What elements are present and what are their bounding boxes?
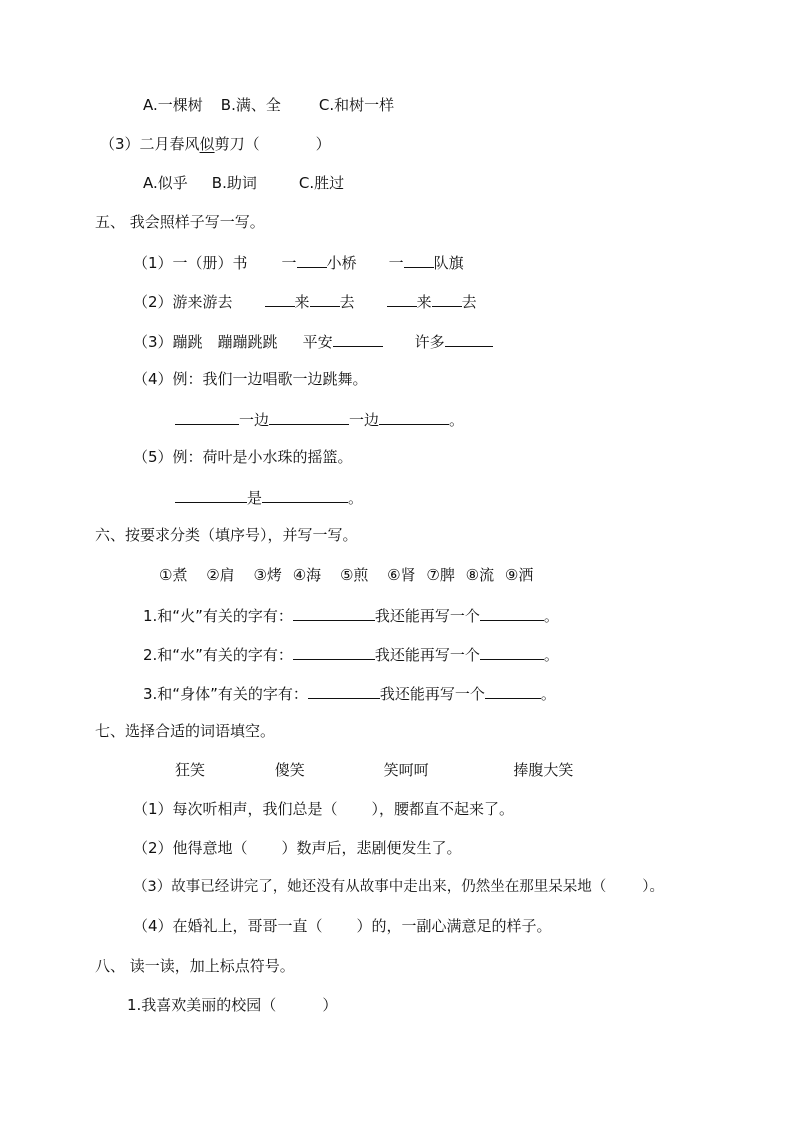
char-item: ①煮 (159, 566, 188, 584)
s8-q1: 1.我喜欢美丽的校园（ ） (127, 996, 338, 1014)
q4-choices-line2 (143, 94, 394, 116)
blank[interactable] (265, 289, 295, 307)
s5-item4: （4）例：我们一边唱歌一边跳舞。 (133, 370, 368, 388)
char-item: ⑧流 (465, 566, 495, 584)
blank[interactable] (480, 642, 544, 660)
choice-c: C.和树一样 (318, 96, 395, 114)
s7-q1: （1）每次听相声，我们总是（ ），腰都直不起来了。 (133, 800, 515, 818)
char-item: ⑦脾 (426, 566, 455, 584)
choice-a: A.似乎 (143, 174, 188, 192)
char-item: ⑤煎 (339, 566, 369, 584)
s6-q3: 3.和“身体”有关的字有： 我还能再写一个 。 (143, 681, 556, 703)
blank[interactable] (387, 289, 417, 307)
s5-item5-answer: 是 。 (175, 485, 363, 507)
word-item: 傻笑 (274, 761, 305, 779)
word-item: 狂笑 (175, 761, 206, 779)
blank[interactable] (293, 642, 375, 660)
s5-item3: （3）蹦跳 蹦蹦跳跳 平安 许多 (133, 329, 493, 351)
char-item: ⑨洒 (504, 566, 534, 584)
blank[interactable] (404, 250, 434, 268)
s6-char-list (159, 564, 533, 586)
blank[interactable] (269, 407, 349, 425)
blank[interactable] (485, 681, 541, 699)
blank[interactable] (445, 329, 493, 347)
blank[interactable] (175, 407, 239, 425)
section7-title: 七、选择合适的词语填空。 (95, 722, 276, 740)
choice-b: B.助词 (211, 174, 257, 192)
blank[interactable] (293, 603, 375, 621)
s5-item4-answer: 一边 一边 。 (175, 407, 464, 429)
section5-title: 五、 我会照样子写一写。 (95, 213, 265, 231)
char-item: ④海 (292, 566, 322, 584)
s7-q2: （2）他得意地（ ）数声后，悲剧便发生了。 (133, 839, 462, 857)
blank[interactable] (262, 485, 348, 503)
blank[interactable] (333, 329, 383, 347)
underlined-char: 似 (199, 135, 215, 153)
word-item: 笑呵呵 (383, 761, 429, 779)
s6-q1: 1.和“火”有关的字有： 我还能再写一个 。 (143, 603, 559, 625)
q4-choices-line3 (143, 172, 344, 194)
s5-item1: （1）一（册）书 一 小桥 一 队旗 (133, 250, 464, 272)
blank[interactable] (310, 289, 340, 307)
blank[interactable] (432, 289, 462, 307)
blank[interactable] (379, 407, 449, 425)
char-item: ③烤 (253, 566, 282, 584)
s7-q4: （4）在婚礼上，哥哥一直（ ）的，一副心满意足的样子。 (133, 917, 552, 935)
blank[interactable] (480, 603, 544, 621)
char-item: ⑥肾 (387, 566, 416, 584)
blank[interactable] (308, 681, 380, 699)
blank[interactable] (297, 250, 327, 268)
blank[interactable] (175, 485, 247, 503)
choice-b: B.满、全 (220, 96, 281, 114)
s5-item5: （5）例：荷叶是小水珠的摇篮。 (133, 448, 353, 466)
char-item: ②肩 (206, 566, 235, 584)
s6-q2: 2.和“水”有关的字有： 我还能再写一个 。 (143, 642, 559, 664)
s7-q3: （3）故事已经讲完了，她还没有从故事中走出来，仍然坐在那里呆呆地（ ）。 (133, 879, 664, 895)
s7-word-list (175, 759, 573, 781)
choice-a: A.一棵树 (143, 96, 203, 114)
section8-title: 八、 读一读，加上标点符号。 (95, 957, 295, 975)
word-item: 捧腹大笑 (513, 761, 574, 779)
q4-item3: （3）二月春风似剪刀（ ） (100, 135, 331, 153)
section6-title: 六、按要求分类（填序号），并写一写。 (95, 526, 358, 544)
s5-item2: （2）游来游去 来 去 来 去 (133, 289, 477, 311)
choice-c: C.胜过 (298, 174, 345, 192)
